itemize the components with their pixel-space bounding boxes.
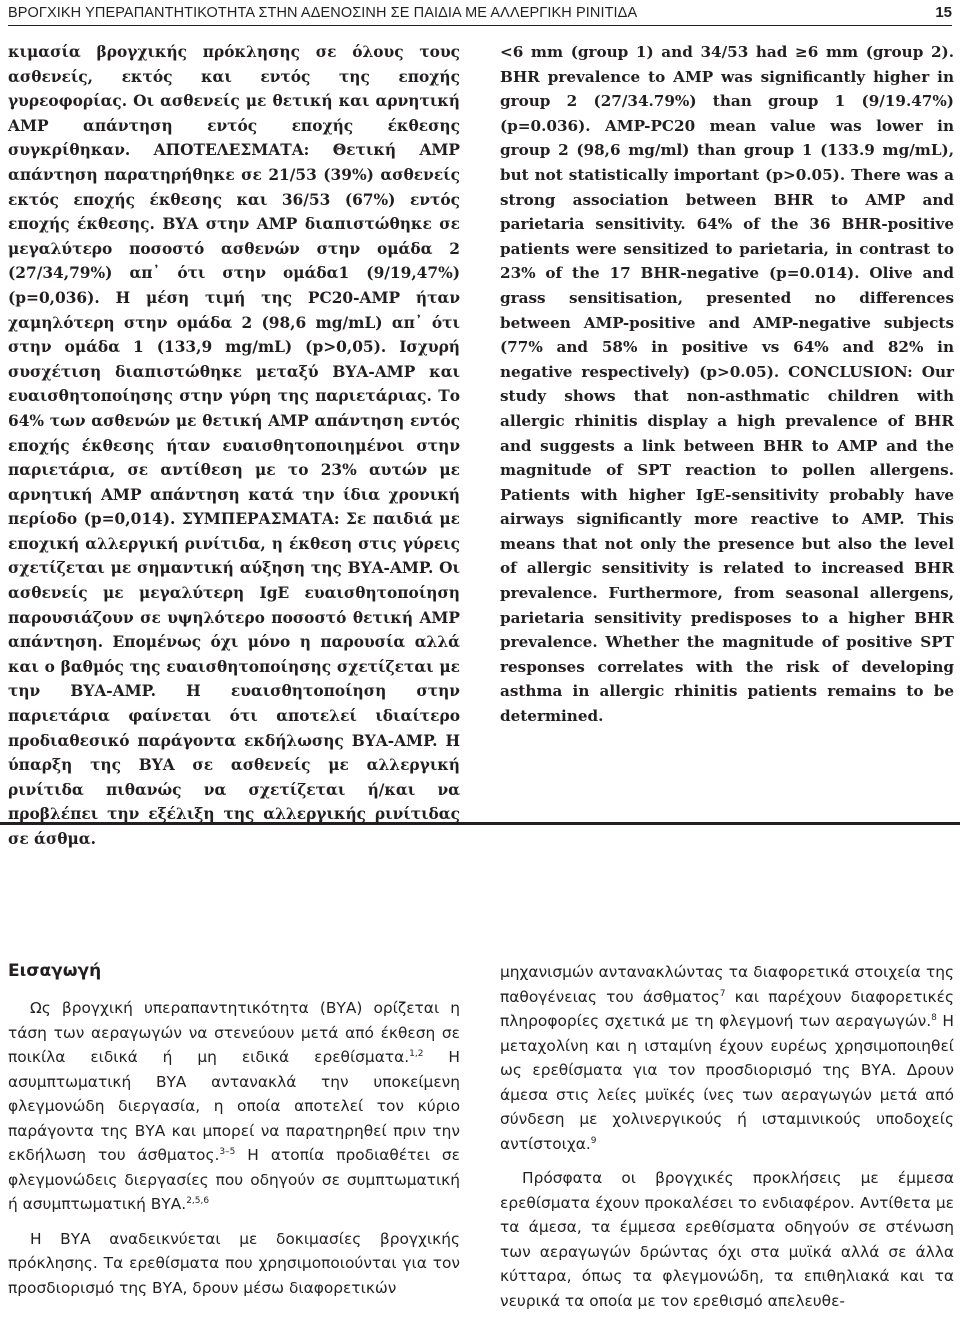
running-title: ΒΡΟΓΧΙΚΗ ΥΠΕΡΑΠΑΝΤΗΤΙΚΟΤΗΤΑ ΣΤΗΝ ΑΔΕΝΟΣΙΝΗ ΣΕ ΠΑΙΔΙΑ ΜΕ ΑΛΛΕΡΓΙΚΗ ΡΙΝΙΤΙΔΑ (8, 5, 638, 21)
intro-paragraph-4: Πρόσφατα οι βρογχικές προκλήσεις με έμμεσα ερεθίσματα έχουν προκαλέσει το ενδιαφέρον. Αντίθετα με τα άμεσα, τα έμμεσα ερεθίσματα οδηγούν σε στένωση των αεραγωγών δρώντας όχι στα μυϊκά αλλά σε άλλα κύτταρα, όπως τα φλεγμονώδη, τα επιθηλιακά και τα νευρικά τα οποία με τον ερεθισμό απελευθε- (500, 1169, 954, 1310)
citation-ref: 7 (719, 988, 726, 999)
intro-text: και παρέχουν διαφορετικές πληροφορίες σχετικά με τη φλεγμονή των αεραγωγών. (500, 987, 954, 1030)
page-number: 15 (935, 4, 952, 21)
intro-text: Η ατοπία προδιαθέτει σε φλεγμονώδεις διεργασίες που οδηγούν σε συμπτωματική ή ασυμπτωματική ΒΥΑ. (8, 1146, 460, 1213)
body-column-right (500, 960, 954, 1322)
citation-ref: 2,5,6 (186, 1195, 210, 1206)
section-heading-introduction: Εισαγωγή (8, 961, 102, 981)
page-header (8, 0, 952, 26)
citation-ref: 8 (931, 1012, 937, 1023)
intro-paragraph-1 (8, 996, 460, 1217)
citation-ref: 3–5 (219, 1146, 236, 1157)
body-column-left (8, 958, 460, 1309)
intro-text: Η ασυμπτωματική ΒΥΑ αντανακλά την υποκείμενη φλεγμονώδη διεργασία, η οποία αποτελεί τον κύριο παράγοντα της ΒΥΑ και μπορεί να παρατηρηθεί πριν την εκδήλωση του άσθματος. (8, 1048, 460, 1164)
intro-paragraph-2: Η ΒΥΑ αναδεικνύεται με δοκιμασίες βρογχικής πρόκλησης. Τα ερεθίσματα που χρησιμοποιούνται για τον προσδιορισμό της ΒΥΑ, δρουν μέσω διαφορετικών (8, 1229, 460, 1297)
section-divider (0, 822, 960, 825)
citation-ref: 9 (590, 1135, 597, 1146)
intro-text: Η μεταχολίνη και η ισταμίνη έχουν ευρέως χρησιμοποιηθεί ως ερεθίσματα για τον προσδιορισμό της ΒΥΑ. Δρουν άμεσα στις λείες μυϊκές ίνες των αεραγωγών μετά από σύνδεση με χολινεργικούς ή ισταμινικούς υποδοχείς αντίστοιχα. (500, 1012, 954, 1153)
abstract-greek-text: κιμασία βρογχικής πρόκλησης σε όλους τους ασθενείς, εκτός και εντός της εποχής γυρεοφορίας. Οι ασθενείς με θετική και αρνητική AMP απάντηση εντός εποχής έκθεσης συγκρίθηκαν. ΑΠΟΤΕΛΕΣΜΑΤΑ: Θετική AMP απάντηση παρατηρήθηκε σε 21/53 (39%) ασθενείς εκτός εποχής έκθεσης και 36/53 (67%) εντός εποχής έκθεσης. ΒΥΑ στην AMP διαπιστώθηκε σε μεγαλύτερο ποσοστό ασθενών στην ομάδα 2 (27/34,79%) απ᾽ ότι στην ομάδα1 (9/19,47%) (p=0,036). Η μέση τιμή της PC20-AMP ήταν χαμηλότερη στην ομάδα 2 (98,6 mg/mL) απ᾽ ότι στην ομάδα 1 (133,9 mg/mL) (p>0,05). Ισχυρή συσχέτιση διαπιστώθηκε μεταξύ ΒΥΑ-AMP και ευαισθητοποίησης στην γύρη της παριετάριας. Το 64% των ασθενών με θετική AMP απάντηση εντός εποχής έκθεσης ήταν ευαισθητοποιημένοι στην παριετάρια, σε αντίθεση με το 23% αυτών με αρνητική AMP απάντηση κατά την ίδια χρονική περίοδο (p=0,014). ΣΥΜΠΕΡΑΣΜΑΤΑ: Σε παιδιά με εποχική αλλεργική ρινίτιδα, η έκθεση στις γύρεις σχετίζεται με σημαντική αύξηση της ΒΥΑ-AMP. Οι ασθενείς με μεγαλύτερη IgE ευαισθητοποίηση παρουσιάζουν σε υψηλότερο ποσοστό θετική AMP απάντηση. Επομένως όχι μόνο η παρουσία αλλά και ο βαθμός της ευαισθητοποίησης σχετίζεται με την ΒΥΑ-AMP. Η ευαισθητοποίηση στην παριετάρια φαίνεται ότι αποτελεί ιδιαίτερο προδιαθεσικό παράγοντα εκδήλωσης ΒΥΑ-AMP. Η ύπαρξη της ΒΥΑ σε ασθενείς με αλλεργική ρινίτιδα πιθανώς να σχετίζεται ή/και να προβλέπει την εξέλιξη της αλλεργικής ρινίτιδας σε άσθμα. (8, 43, 460, 848)
intro-paragraph-3 (500, 960, 954, 1156)
intro-text: Ως βρογχική υπεραπαντητικότητα (ΒΥΑ) ορίζεται η τάση των αεραγωγών να στενεύουν μετά από έκθεση σε ποικίλα ειδικά ή μη ειδικά ερεθίσματα. (8, 999, 460, 1066)
citation-ref: 1,2 (409, 1048, 424, 1059)
intro-text: μηχανισμών αντανακλώντας τα διαφορετικά στοιχεία της παθογένειας του άσθματος (500, 963, 954, 1006)
abstract-english-text: <6 mm (group 1) and 34/53 had ≥6 mm (group 2). BHR prevalence to AMP was significantly higher in group 2 (27/34.79%) than group 1 (9/19.47%) (p=0.036). AMP-PC20 mean value was lower in group 2 (98,6 mg/ml) than group 1 (133.9 mg/mL), but not statistically important (p>0.05). There was a strong association between BHR to AMP and parietaria sensitivity. 64% of the 36 BHR-positive patients were sensitized to parietaria, in contrast to 23% of the 17 BHR-negative (p=0.014). Olive and grass sensitisation, presented no differences between AMP-positive and AMP-negative subjects (77% and 58% in positive vs 64% and 82% in negative respectively) (p>0.05). CONCLUSION: Our study shows that non-asthmatic children with allergic rhinitis display a high prevalence of BHR and suggests a link between BHR to AMP and the magnitude of SPT reaction to pollen allergens. Patients with higher IgE-sensitivity probably have airways significantly more reactive to AMP. This means that not only the presence but also the level of allergic sensitivity is related to increased BHR prevalence. Furthermore, from seasonal allergens, parietaria sensitivity predisposes to a higher BHR prevalence. Whether the magnitude of positive SPT responses correlates with the risk of developing asthma in allergic rhinitis patients remains to be determined. (500, 43, 954, 726)
